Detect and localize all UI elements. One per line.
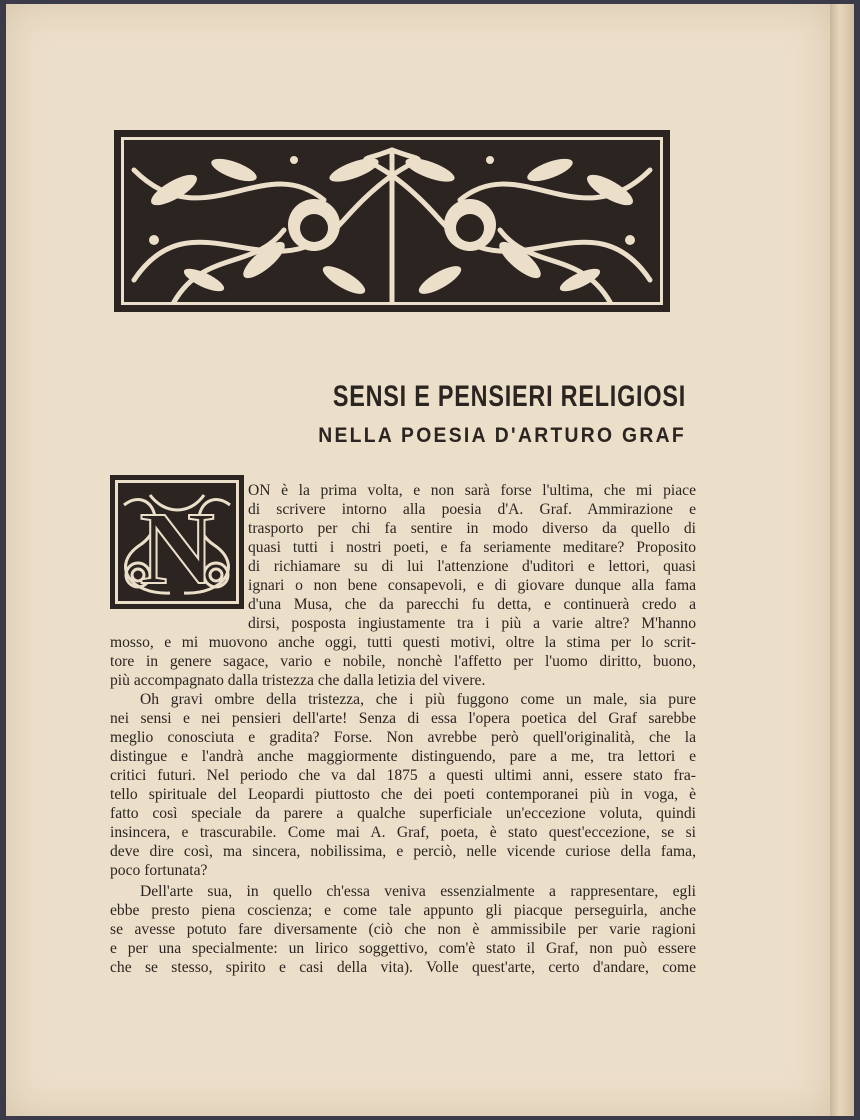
drop-cap-initial bbox=[110, 475, 244, 609]
text-line: mosso, e mi muovono anche oggi, tutti questi motivi, oltre la stima per lo scrit- bbox=[110, 634, 696, 651]
text-line: nei sensi e nei pensieri dell'arte! Senza di essa l'opera poetica del Graf sarebbe bbox=[110, 710, 696, 727]
page-edge bbox=[830, 4, 854, 1116]
text-line: ebbe presto piena coscienza; e come tale appunto gli piacque perseguirla, anche bbox=[110, 902, 696, 919]
text-line: più accompagnato dalla tristezza che dalla letizia del vivere. bbox=[110, 672, 486, 689]
text-line: tello spirituale del Leopardi piuttosto che dei poeti contemporanei più in voga, è bbox=[110, 786, 696, 803]
text-line: che se stesso, spirito e casi della vita). Volle quest'arte, certo d'andare, come bbox=[110, 959, 696, 976]
text-line: quasi tutti i nostri poeti, e fa seriamente meditare? Proposito bbox=[248, 539, 696, 556]
drop-cap-letter: N bbox=[139, 491, 215, 606]
floral-woodcut-frieze-icon bbox=[114, 130, 670, 312]
text-line: poco fortunata? bbox=[110, 862, 208, 879]
text-line: meglio conosciuta e gradita? Forse. Non avrebbe però quell'originalità, che la bbox=[110, 729, 696, 746]
text-line: ON è la prima volta, e non sarà forse l'ultima, che mi piace bbox=[248, 482, 696, 499]
text-line: trasporto per chi fa sentire in modo diverso da quello di bbox=[248, 520, 696, 537]
text-line: Dell'arte sua, in quello ch'essa veniva essenzialmente a rappresentare, egli bbox=[140, 883, 696, 900]
text-line: di richiamare su di lui l'attenzione d'uditori e lettori, quasi bbox=[248, 558, 696, 575]
page-title: SENSI E PENSIERI RELIGIOSI bbox=[332, 380, 686, 413]
text-line: e per una specialmente: un lirico soggettivo, com'è stato il Graf, non può essere bbox=[110, 940, 696, 957]
text-line: d'una Musa, che da parecchi fu detta, e continuerà credo a bbox=[248, 596, 696, 613]
text-line: ignari o non bene consapevoli, e di giovare dunque alla fama bbox=[248, 577, 696, 594]
text-line: distingue e l'andrà anche maggiormente distinguendo, pare a me, tra lettori e bbox=[110, 748, 696, 765]
text-line: insincera, e trascurabile. Come mai A. Graf, poeta, è stato quest'eccezione, se si bbox=[110, 824, 696, 841]
text-line: se avesse potuto fare diversamente (ciò che non è ammissibile per varie ragioni bbox=[110, 921, 696, 938]
text-line: di scrivere intorno alla poesia d'A. Graf. Ammirazione e bbox=[248, 501, 696, 518]
text-line: deve dire così, ma sincera, nobilissima, e perciò, nelle vicende curiose della fama, bbox=[110, 843, 696, 860]
text-line: critici futuri. Nel periodo che va dal 1875 a questi ultimi anni, essere stato fra- bbox=[110, 767, 696, 784]
text-line: Oh gravi ombre della tristezza, che i più fuggono come un male, sia pure bbox=[140, 691, 696, 708]
text-line: dirsi, posposta ingiustamente tra i più a varie altre? M'hanno bbox=[248, 615, 696, 632]
text-line: tore in genere sagace, vario e nobile, nonchè l'affetto per l'uomo diritto, buono, bbox=[110, 653, 696, 670]
text-line: fatto così speciale da parere a qualche superficiale un'eccezione voluta, quindi bbox=[110, 805, 696, 822]
page-subtitle: NELLA POESIA D'ARTURO GRAF bbox=[318, 424, 686, 447]
